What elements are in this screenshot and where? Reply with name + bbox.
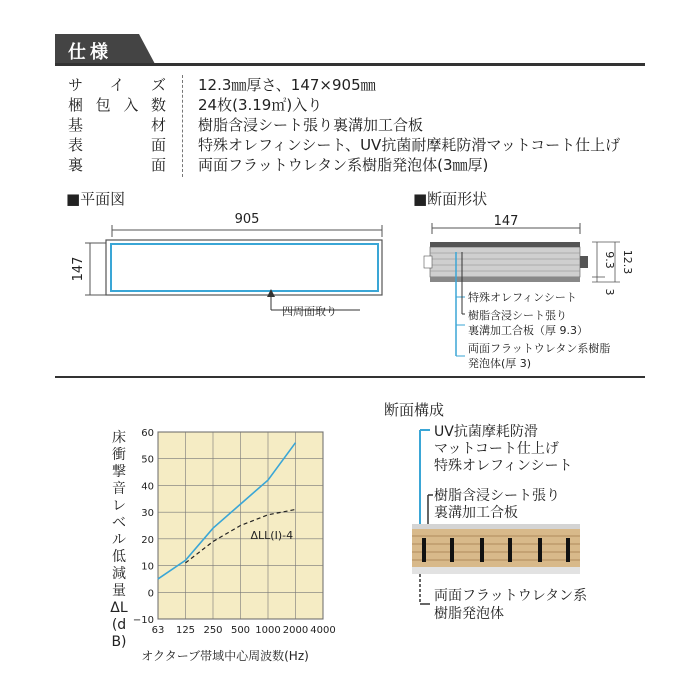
comp-top-2: マットコート仕上げ (434, 441, 559, 457)
comp-mid-2: 裏溝加工合板 (434, 505, 518, 521)
chart-xtick: 250 (203, 625, 223, 636)
plan-board-chamfer (111, 244, 378, 291)
spec-label: 基 材 (68, 116, 166, 134)
plan-title: ■平面図 (66, 190, 126, 208)
spec-label: 裏 面 (68, 156, 166, 174)
chart-ytick: 40 (141, 481, 154, 493)
section-diagram (420, 212, 640, 377)
comp-top-3: 特殊オレフィンシート (434, 458, 573, 474)
dim-total: 12.3 (621, 249, 634, 275)
spec-label: 表 面 (68, 136, 166, 154)
series-label-dll: ΔLL(Ⅰ)-4 (250, 528, 294, 542)
plan-note: 四周面取り (282, 305, 337, 318)
chart-ytick: 30 (141, 508, 154, 520)
section-core (430, 247, 580, 277)
spec-value: 樹脂含浸シート張り裏溝加工合板 (198, 116, 424, 134)
chart-ytick: 10 (141, 561, 154, 573)
dim-foam: 3 (603, 288, 616, 296)
section-surface (430, 242, 580, 247)
plan-diagram (60, 205, 400, 325)
section-title-spec: 仕様 (68, 42, 112, 63)
comp-bottom-2: 樹脂発泡体 (434, 606, 504, 622)
comp-plywood-layer (412, 529, 580, 567)
spec-value: 24枚(3.19㎡)入り (198, 96, 323, 114)
section-width-label: 147 (493, 214, 519, 229)
spec-value: 特殊オレフィンシート、UV抗菌耐摩耗防滑マットコート仕上げ (198, 136, 621, 154)
plan-length-label: 905 (234, 212, 260, 227)
header-rule (55, 63, 645, 66)
section-divider (55, 376, 645, 378)
chart-xtick: 63 (151, 625, 165, 636)
chart-ytick: 50 (141, 454, 154, 466)
chart-xtick: 4000 (310, 625, 336, 636)
section-shape-title: ■断面形状 (413, 190, 488, 208)
section-label-5: 発泡体(厚 3) (468, 357, 532, 370)
chart-ytick: −10 (132, 615, 154, 626)
chart-ytick: 0 (147, 588, 154, 600)
spec-label: サ イ ズ (68, 76, 166, 94)
spec-divider (182, 75, 183, 177)
chart-xtick: 500 (230, 625, 251, 636)
comp-bottom-1: 両面フラットウレタン系 (434, 588, 588, 604)
comp-surface-layer (412, 524, 580, 529)
comp-foam-layer (412, 567, 580, 574)
comp-mid-1: 樹脂含浸シート張り (434, 488, 560, 504)
section-label-4: 両面フラットウレタン系樹脂 (468, 342, 611, 355)
sound-reduction-chart (100, 420, 340, 665)
section-label-2: 樹脂含浸シート張り (468, 309, 567, 322)
section-label-1: 特殊オレフィンシート (468, 291, 577, 304)
spec-label: 梱 包 入 数 (68, 96, 166, 114)
composition-diagram (400, 420, 640, 630)
chart-ytick: 20 (141, 534, 154, 546)
chart-ytick: 60 (141, 428, 154, 439)
dim-core: 9.3 (603, 251, 616, 269)
section-label-3: 裏溝加工合板（厚 9.3） (468, 324, 588, 337)
spec-value: 両面フラットウレタン系樹脂発泡体(3㎜厚) (198, 156, 489, 174)
chart-xtick: 1000 (255, 625, 281, 636)
composition-title: 断面構成 (384, 401, 445, 419)
spec-value: 12.3㎜厚さ、147×905㎜ (198, 76, 376, 94)
comp-top-1: UV抗菌摩耗防滑 (434, 424, 538, 440)
plan-width-label: 147 (71, 256, 86, 282)
section-foam (430, 277, 580, 282)
chart-xtick: 125 (175, 625, 196, 636)
chart-xtick: 2000 (282, 625, 309, 636)
chart-ylabel: 床衝撃音レベル低減量ΔL(dB) (110, 430, 128, 650)
chart-xlabel: オクターブ帯域中心周波数(Hz) (141, 649, 309, 663)
